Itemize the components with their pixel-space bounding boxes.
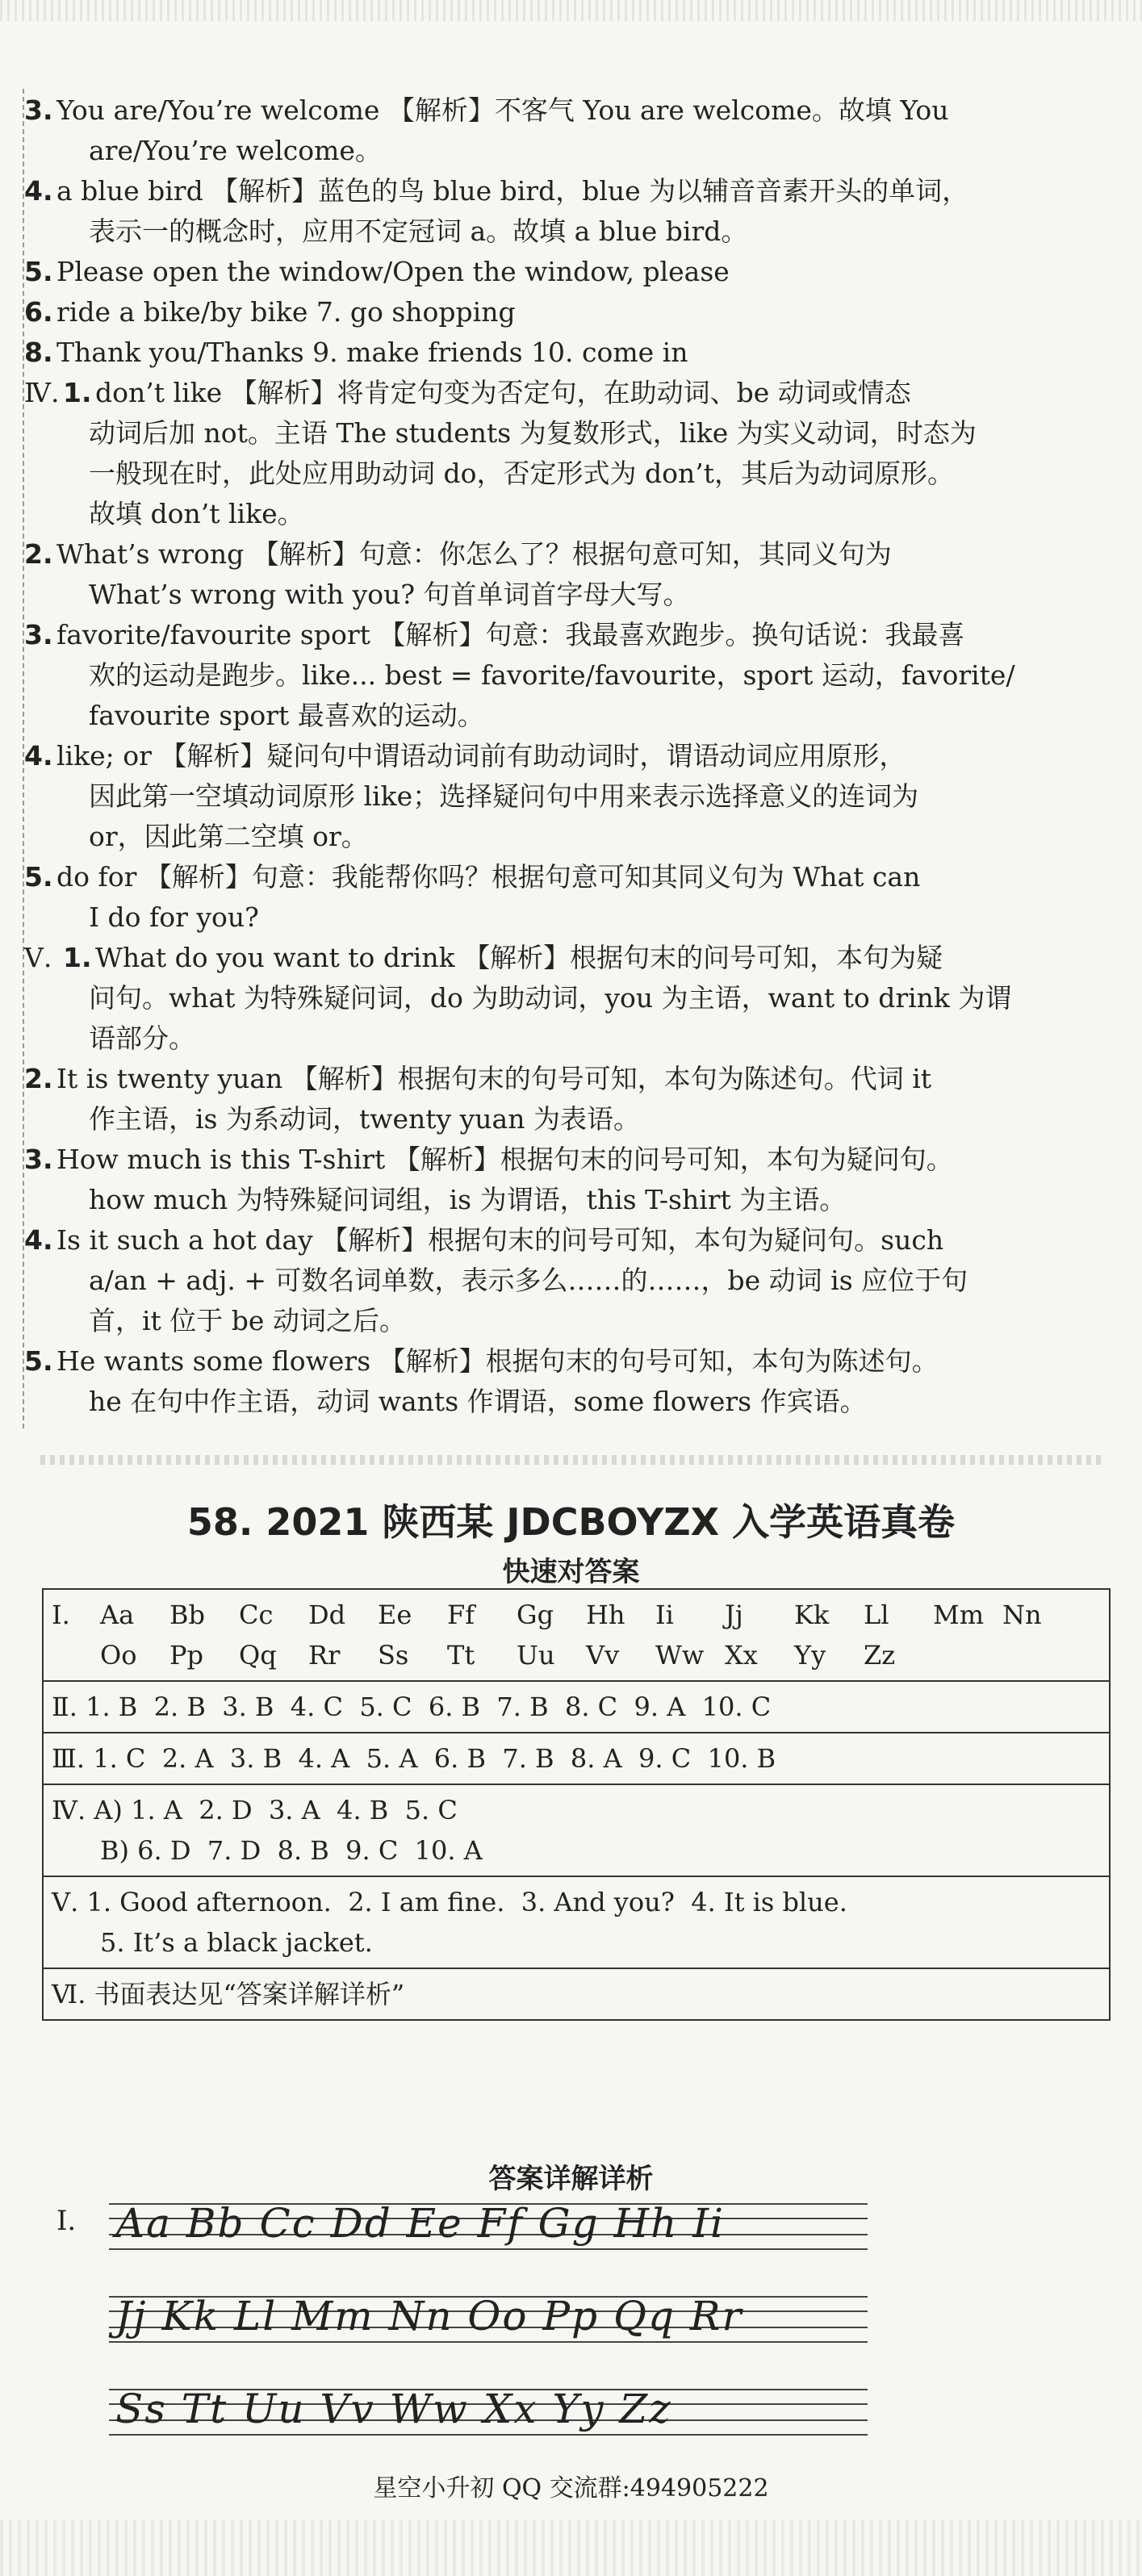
answer-text: 动词后加 not。主语 The students 为复数形式，like 为实义动词，时态为 bbox=[89, 417, 977, 449]
answer-line bbox=[24, 1180, 1114, 1220]
answer-text: 故填 don’t like。 bbox=[89, 498, 304, 529]
quick-answers-v-line1: Ⅴ. 1. Good afternoon. 2. I am fine. 3. And you? 4. It is blue. bbox=[52, 1887, 847, 1917]
letter-pair: Ee bbox=[378, 1600, 412, 1630]
answer-line bbox=[24, 1261, 1114, 1301]
handwriting-line-2 bbox=[109, 2290, 868, 2348]
scan-noise-bottom bbox=[0, 2520, 1142, 2576]
answer-line bbox=[24, 615, 1114, 655]
quick-row-1 bbox=[44, 1590, 1109, 1680]
quick-row-3 bbox=[44, 1732, 1109, 1784]
answer-text: What do you want to drink 【解析】根据句末的问号可知，本句为疑 bbox=[95, 942, 943, 973]
answer-text: how much 为特殊疑问词组，is 为谓语，this T-shirt 为主语。 bbox=[89, 1184, 847, 1215]
answer-line bbox=[24, 171, 1114, 211]
item-number: 4. bbox=[24, 740, 53, 772]
handwriting-text: Aa Bb Cc Dd Ee Ff Gg Hh Ii bbox=[115, 2200, 725, 2247]
letter-pair: Oo bbox=[100, 1640, 137, 1671]
section-numeral: Ⅴ. bbox=[24, 942, 52, 973]
letter-pair: Gg bbox=[517, 1600, 554, 1630]
item-number: 3. bbox=[24, 1144, 53, 1175]
letter-pair: Qq bbox=[239, 1640, 277, 1671]
answer-line bbox=[24, 1382, 1114, 1422]
quick-answers-heading: 快速对答案 bbox=[502, 1556, 640, 1588]
handwriting-block bbox=[56, 2197, 1065, 2455]
answer-line bbox=[24, 332, 1114, 373]
answer-line bbox=[24, 776, 1114, 817]
answer-text: He wants some flowers 【解析】根据句末的句号可知，本句为陈述句。 bbox=[56, 1345, 939, 1377]
letter-pair: Jj bbox=[725, 1600, 743, 1630]
quick-answers-iv-b: B) 6. D 7. D 8. B 9. C 10. A bbox=[100, 1835, 483, 1866]
answer-line bbox=[24, 1220, 1114, 1261]
answer-line bbox=[24, 373, 1114, 413]
item-number: 5. bbox=[24, 256, 53, 287]
item-number: 4. bbox=[24, 175, 53, 207]
answer-text: 作主语，is 为系动词，twenty yuan 为表语。 bbox=[89, 1103, 640, 1135]
letter-pair: Zz bbox=[864, 1640, 896, 1671]
quick-row-5 bbox=[44, 1876, 1109, 1968]
letter-pair: Kk bbox=[794, 1600, 830, 1630]
quick-answers-v-line2: 5. It’s a black jacket. bbox=[100, 1927, 373, 1958]
handwriting-line-1 bbox=[109, 2197, 868, 2255]
answer-text: It is twenty yuan 【解析】根据句末的句号可知，本句为陈述句。代词 it bbox=[56, 1063, 932, 1094]
answer-line bbox=[24, 90, 1114, 131]
answer-text: he 在句中作主语，动词 wants 作谓语，some flowers 作宾语。 bbox=[89, 1386, 867, 1417]
answer-text: don’t like 【解析】将肯定句变为否定句，在助动词、be 动词或情态 bbox=[95, 377, 911, 408]
answer-line bbox=[24, 857, 1114, 897]
answer-line bbox=[24, 1059, 1114, 1099]
item-number: 1. bbox=[63, 377, 92, 408]
letter-pair: Pp bbox=[169, 1640, 204, 1671]
footer-note: 星空小升初 QQ 交流群:494905222 bbox=[373, 2474, 769, 2503]
answer-text: do for 【解析】句意：我能帮你吗？根据句意可知其同义句为 What can bbox=[56, 861, 921, 893]
answer-text: Thank you/Thanks 9. make friends 10. come in bbox=[56, 337, 688, 368]
answer-line bbox=[24, 534, 1114, 575]
answer-line bbox=[24, 454, 1114, 494]
letter-pair: Cc bbox=[239, 1600, 274, 1630]
answer-text: are/You’re welcome。 bbox=[89, 135, 382, 166]
answer-line bbox=[24, 696, 1114, 736]
answer-line bbox=[24, 1099, 1114, 1140]
quick-row-6 bbox=[44, 1968, 1109, 2019]
answer-text: 欢的运动是跑步。like... best = favorite/favourite，sport 运动，favorite/ bbox=[89, 659, 1015, 691]
answer-text: 表示一的概念时，应用不定冠词 a。故填 a blue bird。 bbox=[89, 215, 748, 247]
answer-text: What’s wrong with you? 句首单词首字母大写。 bbox=[89, 579, 690, 610]
quick-answers-ii: Ⅱ. 1. B 2. B 3. B 4. C 5. C 6. B 7. B 8. C 9. A 10. C bbox=[52, 1692, 772, 1722]
item-number: 3. bbox=[24, 619, 53, 650]
quick-row-2 bbox=[44, 1680, 1109, 1732]
answer-text: What’s wrong 【解析】句意：你怎么了？根据句意可知，其同义句为 bbox=[56, 538, 892, 570]
letter-pair: Hh bbox=[586, 1600, 625, 1630]
letter-pair: Ww bbox=[655, 1640, 705, 1671]
answer-line bbox=[24, 897, 1114, 938]
quick-answers-iii: Ⅲ. 1. C 2. A 3. B 4. A 5. A 6. B 7. B 8. A 9. C 10. B bbox=[52, 1743, 776, 1774]
answer-text: like; or 【解析】疑问句中谓语动词前有助动词时，谓语动词应用原形， bbox=[56, 740, 906, 772]
answer-line bbox=[24, 1018, 1114, 1059]
answer-text: a blue bird 【解析】蓝色的鸟 blue bird，blue 为以辅音音素开头的单词， bbox=[56, 175, 969, 207]
letter-pair: Xx bbox=[725, 1640, 758, 1671]
answer-line bbox=[24, 817, 1114, 857]
quick-answers-vi: Ⅵ. 书面表达见“答案详解详析” bbox=[52, 1979, 405, 2009]
answer-text: 因此第一空填动词原形 like；选择疑问句中用来表示选择意义的连词为 bbox=[89, 780, 919, 812]
answer-text: favourite sport 最喜欢的运动。 bbox=[89, 700, 484, 731]
answer-text: Is it such a hot day 【解析】根据句末的问号可知，本句为疑问句。such bbox=[56, 1224, 944, 1256]
section-title: 58. 2021 陕西某 JDCBOYZX 入学英语真卷 bbox=[186, 1500, 956, 1544]
answer-text: a/an + adj. + 可数名词单数，表示多么……的……，be 动词 is 应位于句 bbox=[89, 1265, 968, 1296]
letter-pair: Rr bbox=[308, 1640, 341, 1671]
letter-pair: Ff bbox=[447, 1600, 475, 1630]
handwriting-text: Ss Tt Uu Vv Ww Xx Yy Zz bbox=[115, 2386, 672, 2432]
scan-noise-top bbox=[0, 0, 1142, 21]
handwriting-label: Ⅰ. bbox=[56, 2205, 77, 2237]
item-number: 3. bbox=[24, 94, 53, 126]
answer-line bbox=[24, 978, 1114, 1018]
answer-line bbox=[24, 655, 1114, 696]
answer-text: favorite/favourite sport 【解析】句意：我最喜欢跑步。换句话说：我最喜 bbox=[56, 619, 965, 650]
quick-answers-table bbox=[42, 1588, 1111, 2021]
row-label: Ⅰ. bbox=[52, 1600, 70, 1630]
answer-text: 问句。what 为特殊疑问词，do 为助动词，you 为主语，want to drink 为谓 bbox=[89, 982, 1012, 1014]
letter-pair: Nn bbox=[1002, 1600, 1042, 1630]
answer-text: Please open the window/Open the window, please bbox=[56, 256, 730, 287]
letter-pair: Ii bbox=[655, 1600, 674, 1630]
item-number: 2. bbox=[24, 538, 53, 570]
answer-line bbox=[24, 413, 1114, 454]
letter-pair: Tt bbox=[447, 1640, 475, 1671]
answer-line bbox=[24, 938, 1114, 978]
answer-line bbox=[24, 1341, 1114, 1382]
handwriting-text: Jj Kk Ll Mm Nn Oo Pp Qq Rr bbox=[115, 2293, 743, 2340]
section-divider bbox=[40, 1455, 1106, 1465]
item-number: 6. bbox=[24, 296, 53, 328]
answer-text: 一般现在时，此处应用助动词 do，否定形式为 don’t，其后为动词原形。 bbox=[89, 458, 954, 489]
answer-text: or，因此第二空填 or。 bbox=[89, 821, 368, 852]
handwriting-line-3 bbox=[109, 2382, 868, 2440]
letter-pair: Dd bbox=[308, 1600, 346, 1630]
answer-line bbox=[24, 1301, 1114, 1341]
item-number: 5. bbox=[24, 861, 53, 893]
answer-line bbox=[24, 494, 1114, 534]
answer-text: 首，it 位于 be 动词之后。 bbox=[89, 1305, 406, 1336]
quick-answers-iv-a: Ⅳ. A) 1. A 2. D 3. A 4. B 5. C bbox=[52, 1795, 458, 1825]
item-number: 4. bbox=[24, 1224, 53, 1256]
item-number: 5. bbox=[24, 1345, 53, 1377]
answer-text: ride a bike/by bike 7. go shopping bbox=[56, 296, 516, 328]
letter-pair: Uu bbox=[517, 1640, 555, 1671]
letter-pair: Bb bbox=[169, 1600, 205, 1630]
letter-pair: Aa bbox=[100, 1600, 135, 1630]
quick-row-4 bbox=[44, 1784, 1109, 1876]
letter-pair: Mm bbox=[933, 1600, 985, 1630]
answer-text: I do for you? bbox=[89, 901, 259, 933]
letter-pair: Ss bbox=[378, 1640, 409, 1671]
answer-line bbox=[24, 292, 1114, 332]
answer-line bbox=[24, 575, 1114, 615]
letter-pair: Yy bbox=[794, 1640, 826, 1671]
answer-line bbox=[24, 736, 1114, 776]
answer-explanations bbox=[24, 90, 1114, 1422]
detail-heading: 答案详解详析 bbox=[488, 2163, 654, 2195]
letter-pair: Vv bbox=[586, 1640, 620, 1671]
item-number: 2. bbox=[24, 1063, 53, 1094]
letter-pair: Ll bbox=[864, 1600, 889, 1630]
answer-text: How much is this T-shirt 【解析】根据句末的问号可知，本句为疑问句。 bbox=[56, 1144, 953, 1175]
item-number: 8. bbox=[24, 337, 53, 368]
item-number: 1. bbox=[63, 942, 92, 973]
section-numeral: Ⅳ. bbox=[24, 377, 60, 408]
answer-line bbox=[24, 131, 1114, 171]
answer-line bbox=[24, 1140, 1114, 1180]
answer-line bbox=[24, 211, 1114, 252]
answer-text: 语部分。 bbox=[89, 1022, 195, 1054]
answer-text: You are/You’re welcome 【解析】不客气 You are welcome。故填 You bbox=[56, 94, 949, 126]
answer-line bbox=[24, 252, 1114, 292]
